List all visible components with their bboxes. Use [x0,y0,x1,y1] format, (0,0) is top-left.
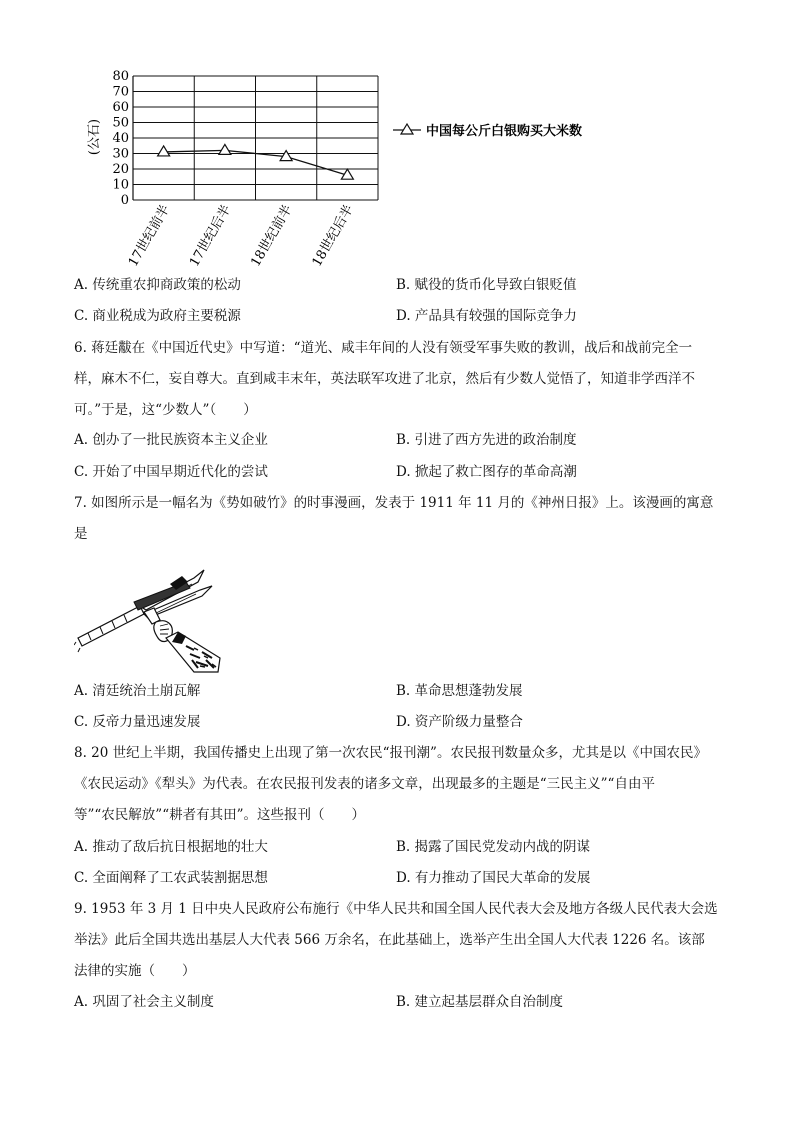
y-axis-ticks [112,69,129,208]
y-tick-label-70: 70 [112,84,129,100]
x-tick-label-0: 17世纪前半 [125,202,174,270]
q8-stem-line-1: 8. 20 世纪上半期，我国传播史上出现了第一次农民“报刊潮”。农民报刊数量众多，尤其是以《中国农民》 [74,745,707,761]
q5-option-b[interactable]: B. 赋役的货币化导致白银贬值 [396,277,577,293]
legend [393,123,582,139]
legend-marker [401,124,413,134]
q5-option-a[interactable]: A. 传统重农抑商政策的松动 [74,277,241,293]
rice-per-silver-chart [0,0,794,280]
q6-stem-line-2: 样，麻木不仁，妄自尊大。直到咸丰末年，英法联军攻进了北京，然后有少数人觉悟了，知道非学西洋不 [74,371,695,387]
q9-option-a[interactable]: A. 巩固了社会主义制度 [74,994,214,1010]
q8-stem-line-2: 《农民运动》《犁头》为代表。在农民报刊发表的诸多文章，出现最多的主题是“三民主义”“自由平 [74,776,655,792]
legend-label: 中国每公斤白银购买大米数 [426,124,583,139]
q6-option-a[interactable]: A. 创办了一批民族资本主义企业 [74,432,268,448]
q6-stem-line-1: 6. 蒋廷黻在《中国近代史》中写道：“道光、咸丰年间的人没有领受军事失败的教训，战后和战前完全一 [74,340,693,356]
y-tick-label-50: 50 [112,115,129,131]
q9-stem-line-2: 举法》此后全国共选出基层人大代表 566 万余名，在此基础上，选举产生出全国人大代表 1226 名。该部 [74,932,705,948]
q7-option-d[interactable]: D. 资产阶级力量整合 [396,714,523,730]
q7-option-a[interactable]: A. 清廷统治土崩瓦解 [74,683,201,699]
q5-option-c[interactable]: C. 商业税成为政府主要税源 [74,308,241,324]
q7-stem-line-1: 7. 如图所示是一幅名为《势如破竹》的时事漫画，发表于 1911 年 11 月的《神州日报》上。该漫画的寓意 [74,495,714,511]
q9-option-b[interactable]: B. 建立起基层群众自治制度 [396,994,564,1010]
x-axis-ticks [125,202,357,269]
q7-option-c[interactable]: C. 反帝力量迅速发展 [74,714,201,730]
data-point-1 [219,144,231,154]
y-tick-label-30: 30 [112,146,129,162]
cartoon-bamboo-split-image [74,562,224,674]
y-tick-label-80: 80 [112,69,129,84]
y-axis-label: (公石) [87,118,102,156]
q6-stem-line-3: 可。”于是，这“少数人”（ ） [74,402,257,418]
q6-option-d[interactable]: D. 掀起了救亡图存的革命高潮 [396,464,577,480]
q6-option-c[interactable]: C. 开始了中国早期近代化的尝试 [74,464,268,480]
q5-option-d[interactable]: D. 产品具有较强的国际竞争力 [396,308,577,324]
q9-stem-line-3: 法律的实施（ ） [74,963,196,979]
x-tick-label-3: 18世纪后半 [309,202,357,270]
q8-stem-line-3: 等”“农民解放”“耕者有其田”。这些报刊（ ） [74,807,366,823]
q8-option-c[interactable]: C. 全面阐释了工农武装割据思想 [74,870,268,886]
q9-stem-line-1: 9. 1953 年 3 月 1 日中央人民政府公布施行《中华人民共和国全国人民代表大会及地方各级人民代表大会选 [74,901,718,917]
q8-option-b[interactable]: B. 揭露了国民党发动内战的阴谋 [396,839,591,855]
y-tick-label-60: 60 [112,100,129,115]
data-point-0 [158,146,170,156]
chart-grid [133,76,378,200]
q8-option-d[interactable]: D. 有力推动了国民大革命的发展 [396,870,591,886]
x-tick-label-2: 18世纪前半 [248,202,296,270]
q7-stem-line-2: 是 [74,526,88,542]
y-tick-label-10: 10 [112,177,129,193]
q6-option-b[interactable]: B. 引进了西方先进的政治制度 [396,432,577,448]
y-tick-label-20: 20 [112,162,129,177]
x-tick-label-1: 17世纪后半 [187,202,235,270]
y-tick-label-40: 40 [112,131,129,146]
y-tick-label-0: 0 [120,193,129,208]
q8-option-a[interactable]: A. 推动了敌后抗日根据地的壮大 [74,839,268,855]
q7-option-b[interactable]: B. 革命思想蓬勃发展 [396,683,523,699]
